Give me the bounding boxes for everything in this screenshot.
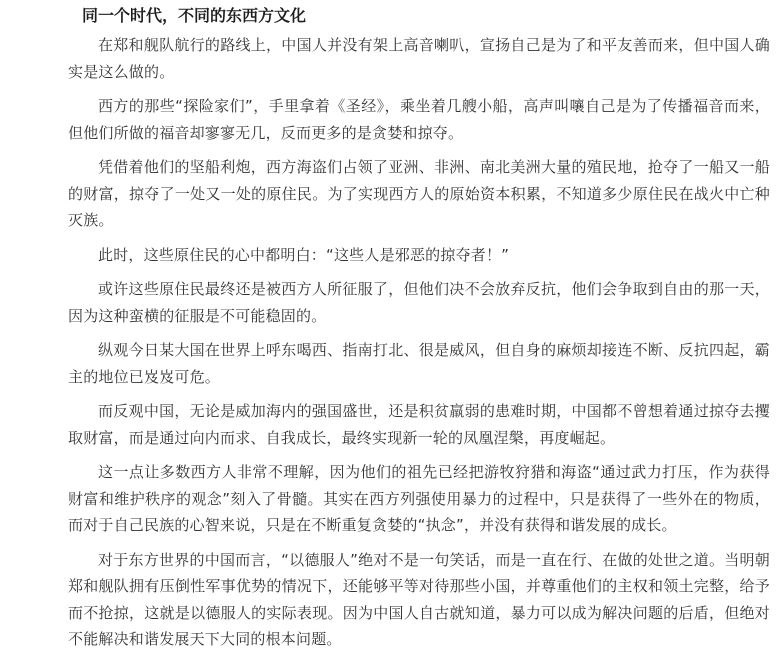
paragraph: 纵观今日某大国在世界上呼东喝西、指南打北、很是威风，但自身的麻烦却接连不断、反抗四起，霸主的地位已岌岌可危。: [68, 341, 770, 386]
paragraph: 在郑和舰队航行的路线上，中国人并没有架上高音喇叭，宣扬自己是为了和平友善而来，但中国人确实是这么做的。: [68, 36, 770, 81]
article-title: 同一个时代，不同的东西方文化: [82, 6, 307, 25]
article: [68, 6, 770, 661]
paragraph: 对于东方世界的中国而言，“以德服人”绝对不是一句笑话，而是一直在行、在做的处世之道。当明朝郑和舰队拥有压倒性军事优势的情况下，还能够平等对待那些小国，并尊重他们的主权和领土完整，给予而不抢掠，这就是以德服人的实际表现。因为中国人自古就知道，暴力可以成为解决问题的后盾，但绝对不能解决和谐发展天下大同的根本问题。: [68, 550, 770, 648]
paragraph: 此时，这些原住民的心中都明白：“这些人是邪恶的掠夺者！”: [98, 245, 510, 264]
paragraph: 这一点让多数西方人非常不理解，因为他们的祖先已经把游牧狩猎和海盗“通过武力打压，作为获得财富和维护秩序的观念”刻入了骨髓。其实在西方列强使用暴力的过程中，只是获得了一些外在的物质，而对于自己民族的心智来说，只是在不断重复贪婪的“执念”，并没有获得和谐发展的成长。: [68, 463, 770, 534]
paragraph: 而反观中国，无论是威加海内的强国盛世，还是积贫羸弱的患难时期，中国都不曾想着通过掠夺去攫取财富，而是通过向内而求、自我成长，最终实现新一轮的凤凰涅槃，再度崛起。: [68, 402, 770, 447]
paragraph: 或许这些原住民最终还是被西方人所征服了，但他们决不会放弃反抗，他们会争取到自由的那一天，因为这种蛮横的征服是不可能稳固的。: [68, 280, 770, 325]
paragraph: 凭借着他们的坚船利炮，西方海盗们占领了亚洲、非洲、南北美洲大量的殖民地，抢夺了一船又一船的财富，掠夺了一处又一处的原住民。为了实现西方人的原始资本积累，不知道多少原住民在战火中亡种灭族。: [68, 158, 770, 229]
paragraph: 西方的那些“探险家们”，手里拿着《圣经》，乘坐着几艘小船，高声叫嚷自己是为了传播福音而来，但他们所做的福音却寥寥无几，反而更多的是贪婪和掠夺。: [68, 97, 770, 142]
